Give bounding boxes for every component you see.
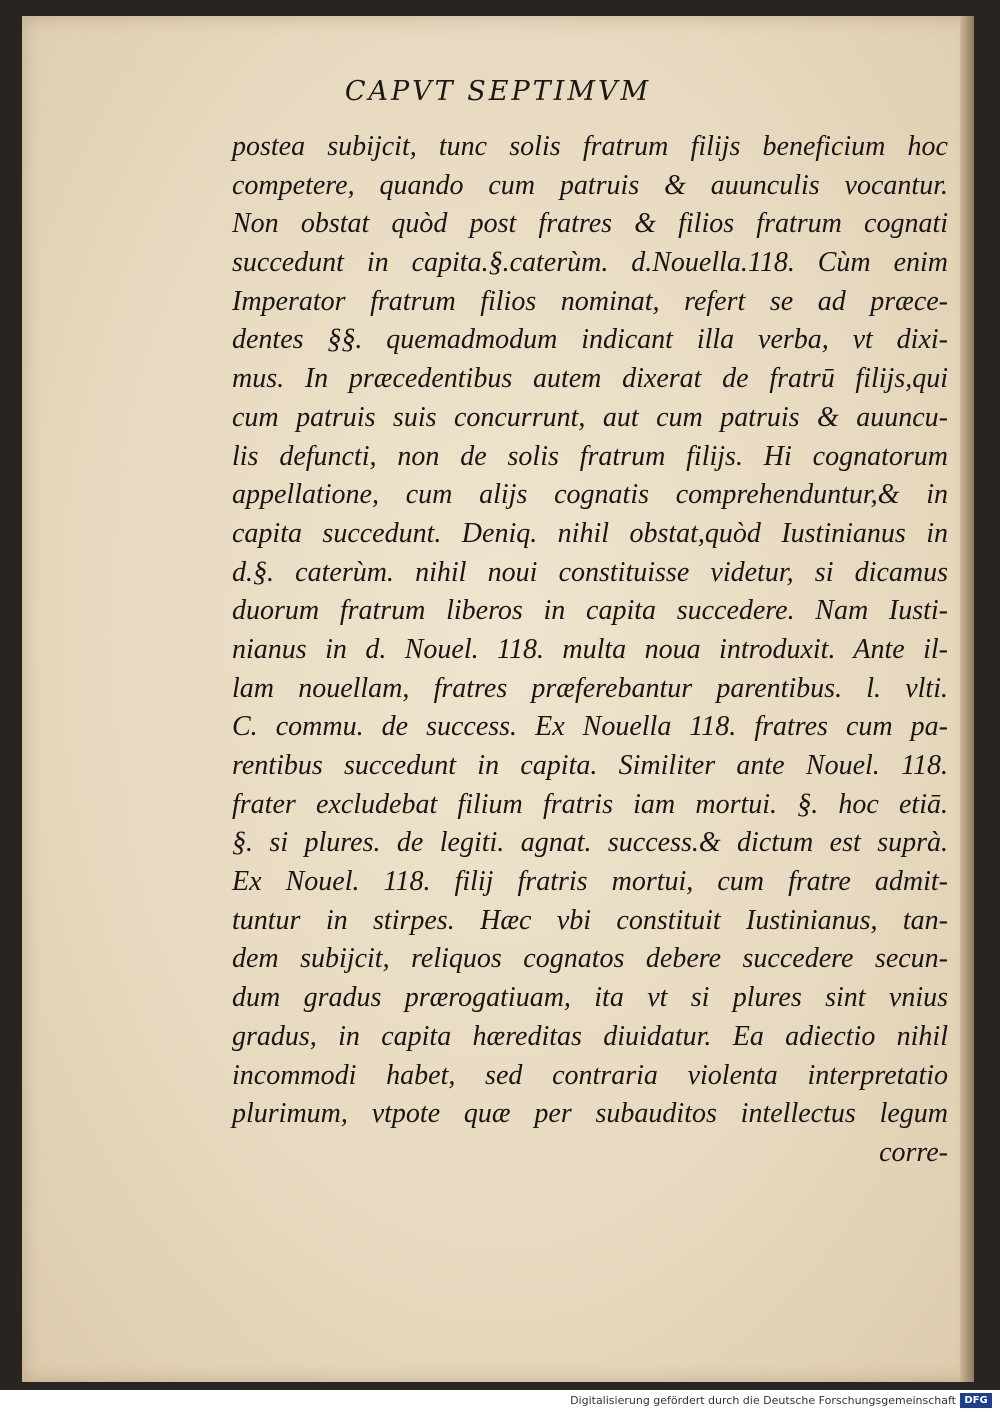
text-line: mus. In præcedentibus autem dixerat de fratrū filijs,qui <box>232 363 948 395</box>
text-line: succedunt in capita.§.caterùm. d.Nouella.118. Cùm enim <box>232 247 948 279</box>
text-line: dem subijcit, reliquos cognatos debere succedere secun- <box>232 943 948 975</box>
body-text <box>232 128 948 1173</box>
text-line: gradus, in capita hæreditas diuidatur. Ea adiectio nihil <box>232 1020 948 1052</box>
running-head: CAPVT SEPTIMVM <box>344 76 652 107</box>
text-line: competere, quando cum patruis & auunculis vocantur. <box>232 169 948 201</box>
page-edge <box>960 16 974 1382</box>
text-line: C. commu. de success. Ex Nouella 118. fratres cum pa- <box>232 711 948 743</box>
text-line: corre- <box>879 1136 948 1168</box>
text-line: appellatione, cum alijs cognatis comprehenduntur,& in <box>232 479 948 511</box>
text-line: frater excludebat filium fratris iam mortui. §. hoc etiā. <box>232 788 948 820</box>
text-line: dum gradus prærogatiuam, ita vt si plures sint vnius <box>232 982 948 1014</box>
text-line: Ex Nouel. 118. filij fratris mortui, cum fratre admit- <box>232 866 948 898</box>
text-line: d.§. caterùm. nihil noui constituisse videtur, si dicamus <box>232 556 948 588</box>
text-line: dentes §§. quemadmodum indicant illa verba, vt dixi- <box>232 324 948 356</box>
text-line: plurimum, vtpote quæ per subauditos intellectus legum <box>232 1098 948 1130</box>
text-line: lis defuncti, non de solis fratrum filijs. Hi cognatorum <box>232 440 948 472</box>
text-line: incommodi habet, sed contraria violenta interpretatio <box>232 1059 948 1091</box>
text-line: tuntur in stirpes. Hæc vbi constituit Iustinianus, tan- <box>232 904 948 936</box>
text-line: capita succedunt. Deniq. nihil obstat,quòd Iustinianus in <box>232 517 948 549</box>
text-line: §. si plures. de legiti. agnat. success.& dictum est suprà. <box>232 827 948 859</box>
text-line: Non obstat quòd post fratres & filios fratrum cognati <box>232 208 948 240</box>
text-line: cum patruis suis concurrunt, aut cum patruis & auuncu- <box>232 401 948 433</box>
text-line: nianus in d. Nouel. 118. multa noua introduxit. Ante il- <box>232 633 948 665</box>
text-line: duorum fratrum liberos in capita succedere. Nam Iusti- <box>232 595 948 627</box>
book-page <box>22 16 974 1382</box>
funding-credit: Digitalisierung gefördert durch die Deutsche Forschungsgemeinschaft <box>570 1394 956 1407</box>
text-line: lam nouellam, fratres præferebantur parentibus. l. vlti. <box>232 672 948 704</box>
text-line: Imperator fratrum filios nominat, refert se ad præce- <box>232 285 948 317</box>
dfg-logo: DFG <box>960 1393 992 1408</box>
footer-bar <box>0 1390 1000 1412</box>
text-line: rentibus succedunt in capita. Similiter ante Nouel. 118. <box>232 750 948 781</box>
text-line: postea subijcit, tunc solis fratrum filijs beneficium hoc <box>232 131 948 162</box>
